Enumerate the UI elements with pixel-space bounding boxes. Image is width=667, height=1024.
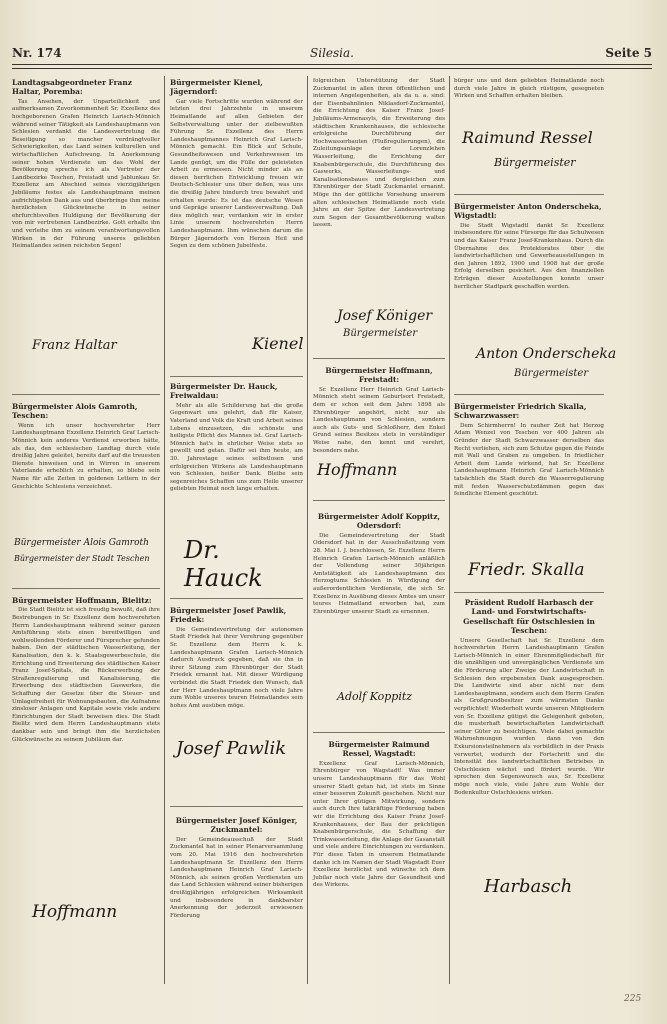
article-heading: Bürgermeister Hoffmann, Bielitz: xyxy=(12,596,152,605)
article xyxy=(313,512,445,639)
signature: Hoffmann xyxy=(317,460,398,479)
page-number: Seite 5 xyxy=(605,46,652,60)
article-heading: Bürgermeister Raimund Ressel, Wagstadt: xyxy=(328,740,430,759)
article xyxy=(454,78,604,110)
signature: Dr. Hauck xyxy=(184,536,263,592)
article-separator xyxy=(12,394,160,395)
article-text: Dem Schirmherrn! In rauher Zeit hat Herzog Adam Wenzel von Teschen vor 400 Jahren als Gründer der Stadt Schwarzwasser derselben das Recht verliehen, sich zum Schutze gegen die Feinde mit Wall und Graben zu umgeben. In friedlicher Arbeit dem Lande wirkend, hat Sr. Exzellenz Landeshauptmann Heinrich Graf Larisch-Mönnich tatsächlich die Stadt durch die Wasserregulierung mit festen Wasserschutzdämmen gegen das feindliche Element geschützt. xyxy=(454,422,604,498)
page-stamp: 225 xyxy=(624,994,642,1004)
article-heading: Bürgermeister Josef Pawlik, Friedek: xyxy=(170,606,287,625)
article-separator xyxy=(12,588,160,589)
article-separator xyxy=(313,500,445,501)
article-text: Die Stadt Wigstadtl dankt Sr. Exzellenz insbesondere für seine Fürsorge für das Schulwesen und das Kaiser Franz Josef-Krankenhaus. Durch die Übernahme des Protektorates über die landwirtschaftlichen und Gewerbeausstellungen in den Jahren 1892, 1900 und 1908 hat der große Erfolg derselben gesichert. Aus den finanziellen Erträgen dieser Ausstellungen konnte unser herrlicher Stadtpark geschaffen werden. xyxy=(454,222,604,290)
article-heading: Bürgermeister Dr. Hauck, Freiwaldau: xyxy=(170,382,278,401)
article-heading: Bürgermeister Anton Onderscheka, Wigstadtl: xyxy=(454,202,602,221)
signature: Josef Königer xyxy=(337,308,433,324)
article xyxy=(313,78,445,298)
article xyxy=(454,598,604,884)
signature: Franz Haltar xyxy=(32,338,117,353)
article-text: Die Gemeindevertretung der Stadt Odersdorf hat in der Ausschußsitzung vom 28. Mai l. J. beschlossen, Sr. Exzellenz Herrn Heinrich Grafen Larisch-Mönnich anläßlich der Vollendung seiner 30jährigen Amtstätigkeit als Landeshauptmann des Herzogtums Schlesien in Würdigung der außerordentlichen Verdienste, die sich Sr. Exzellenz in Ausübung dieses Amtes um unser teures Heimatland erworben hat, zum Ehrenbürger unserer Stadt zu ernennen. xyxy=(313,532,445,615)
page-header xyxy=(12,44,652,66)
article-text: Unsere Gesellschaft hat Sr. Exzellenz dem hochverehrten Herrn Landeshauptmann Grafen Larisch-Mönnich in einer Ehrenmitgliedschaft für die unzähligen und unvergänglichen Verdienste um die Förderung aller Zweige der Landwirtschaft in Schlesien den ergebensten Dank ausgesprochen. Die Landwirte sind aber nicht nur dem Landeshauptmann, sondern auch dem Herrn Grafen als Großgrundbesitzer zum wärmsten Danke verpflichtet! Wiederholt wurde unseren Mitgliedern von Sr. Exzellenz gütigst die Gelegenheit geboten, die musterhaft bewirtschafteten Landwirtschaft seiner Güter zu besichtigen. Viele dabei gemachte Wahrnehmungen wurden dann von den Exkursionsteilnehmern als vorbildlich in der Praxis verwertet, wodurch der Fortschritt und die Intensität des landwirtschaftlichen Betriebes in Ostschlesien wächst und fördert wurde. Wir sprechen den Segenswunsch aus, Sr. Exzellenz möge noch viele, viele Jahre zum Wohle der Bodenkultur Ostschlesiens wirken. xyxy=(454,637,604,796)
article-text: Gar viele Fortschritte wurden während der letzten drei Jahrzehnte in unserem Heimatlande auf allen Gebieten der Selbstverwaltung unter der zielbewußten Führung Sr. Exzellenz des Herrn Landeshauptmannes Heinrich Graf Larisch-Mönnich gemacht. Ein Blick auf Schule, Gesundheitswesen und Verkehrswesen im Lande genügt, um die Fülle der geleisteten Arbeit zu ermessen. Nicht minder als an diesen herrlichen Entwicklung freuen wir Deutsch-Schlesier uns über deßen, was uns die dreißig Jahre hindurch treu bewahrt und erhalten wurde: Es ist das deutsche Wesen und Gepräge unserer Landesverwaltung. Daß dies möglich war, verdanken wir in erster Linie unserem hochverehrten Herrn Landeshauptmann. Ihm wünschen darum die Bürger Jägerndorfs von Herzen Heil und Segen zu dem schönen Jubelfeste. xyxy=(170,98,303,250)
column-divider xyxy=(307,76,308,984)
article-text: bürger uns und dem geliebten Heimatlande noch durch viele Jahre in gleich rüstigem, gesegneten Wirken und Schaffen erhalten bleiben. xyxy=(454,78,604,100)
signature: Anton Onderscheka xyxy=(476,346,617,362)
article-text: Die Stadt Bielitz ist sich freudig bewußt, daß ihre Bestrebungen in Sr. Exzellenz dem hochverehrten Herrn Landeshauptmann während seiner ganzen Amtsführung stets einen bereitwilligen und wohlwollenden Förderer und Fürsprecher gefunden haben. Den der städtischen Wasserleitung, der Kanalisation, den k. k. Staatsgewerbeschule, die Errichtung und Erweiterung des städtischen Kaiser Franz Josef-Spitals, die Rückerwerbung der Straßenregulierung und Kanalisierung, die Erwerbung des städtischen Gaswerkes, die Schaffung der Gesetze über die Steuer- und Umlagefreiheit für Wohnungsbauten, die Aufnahme zinsloser Anlagen und Kapitale sowie viele andere Einrichtungen der Stadt beweisen dies. Die Stadt Bielitz wird dem Herrn Landeshauptmann stets dankbar sein und bringt ihm die herzlichsten Glückwünsche zu seinem Jubiläum dar. xyxy=(12,607,160,743)
article-text: Exzellenz Graf Larisch-Mönnich, Ehrenbürger von Wagstadt! Was immer unsere Landeshauptmann für das Wohl unserer Stadt getan hat, ist stets im Sinne einer besseren Zukunft geschehen. Nicht nur unter Ihrer gütigen Mitwirkung, sondern auch durch Ihre tatkräftige Förderung haben wir die Errichtung des Kaiser Franz Josef-Krankenhauses, der Bau der prächtigen Knabenbürgerschule, die Schaffung der Trinkwasserleitung, die Anlage der Gasanstalt und viele andere Einrichtungen zu verdanken. Für diese Taten in unserem Heimatlande danke ich im Namen der Stadt Wagstadt Euer Exzellenz herzlichst und wünsche ich dem Jubilar noch viele Jahre der Gesundheit und des Wirkens. xyxy=(313,760,445,889)
article-separator xyxy=(454,592,604,593)
article xyxy=(170,382,303,531)
article-separator xyxy=(313,732,445,733)
article-heading: Landtagsabgeordneter Franz Haltar, Poremba: xyxy=(12,78,132,97)
article xyxy=(12,78,160,327)
signature: Bürgermeister Alois Gamroth xyxy=(14,538,149,548)
article-separator xyxy=(170,806,303,807)
signature: Kienel xyxy=(252,334,304,353)
signature-subtitle: Bürgermeister xyxy=(343,328,418,339)
article-separator xyxy=(313,358,445,359)
signature: Raimund Ressel xyxy=(462,128,593,147)
article xyxy=(313,366,445,454)
article-text: Tas Ansehen, der Unparteilichkeit und aufmerksamen Zuvorkommenheit Sr. Exzellenz des hochgeborenen Grafen Heinrich Larisch-Mönnich während seiner Tätigkeit als Landeshauptmann von Schlesien verdankt die Landesvertretung die Beseitigung so mancher verdrängtvoller Schwierigkeiten, das Land seinen kulturellen und wirtschaftlichen Aufschwung. In Anerkennung seiner hohen Verdienste um das Wohl der Bevölkerung spreche ich als Vertreter der Landbezirke Teschen, Freistadt und Jablunkau Sr. Exzellenz am Abschied seines vierzigjährigen Jubiläums festes als Landeshauptmann meinen aufrichtigsten Dank aus und überbringe ihm meine herzlichsten Glückwünsche in seiner ehrfurchtsvollen Huldigung der Bevölkerung der von mir vertretenen Landbezirke. Gott erhalte ihn und verleihe ihm zu seinem verantwortungsvollen Wirken in der Führung unseres geliebten Heimatlandes seinen reichsten Segen! xyxy=(12,98,160,250)
article xyxy=(454,402,604,551)
signature: Hoffmann xyxy=(32,902,118,922)
signature-subtitle: Bürgermeister xyxy=(494,156,576,169)
signature: Adolf Koppitz xyxy=(337,690,413,703)
article-text: Mehr als alle Schilderung hat die große Gegenwart uns gelehrt, daß für Kaiser, Vaterland und Volk die Kraft und Arbeit seines Lebens einzusetzen, die schönste und heiligste Pflicht des Mannes ist. Graf Larisch-Mönnich hat's in ehrlicher Weise stets so gewollt und getan. Dafür sei ihm heute, am 30. Jahrestage seines selbstlosen und erfolgreichen Wirkens als Landeshauptmann von Schlesien, heißer Dank. Bleibe sein segenreiches Schaffen uns zum Heile unserer geliebten Heimat noch lange erhalten. xyxy=(170,402,303,493)
header-rule xyxy=(12,64,652,65)
article-heading: Bürgermeister Alois Gamroth, Teschen: xyxy=(12,402,138,421)
column-4 xyxy=(454,76,652,984)
article-heading: Bürgermeister Adolf Koppitz, Odersdorf: xyxy=(317,512,441,531)
article xyxy=(170,78,303,324)
article xyxy=(170,606,303,725)
article xyxy=(12,402,160,533)
column-1 xyxy=(12,76,160,984)
article-separator xyxy=(170,598,303,599)
article-heading: Bürgermeister Josef Königer, Zuckmantel: xyxy=(175,816,298,835)
article xyxy=(12,596,160,897)
column-divider xyxy=(449,76,450,984)
article xyxy=(170,816,303,957)
issue-number: Nr. 174 xyxy=(12,46,62,60)
signature-subtitle: Bürgermeister der Stadt Teschen xyxy=(14,554,150,563)
newspaper-title: Silesia. xyxy=(310,46,354,60)
article-separator xyxy=(454,394,604,395)
column-divider xyxy=(164,76,165,984)
article-text: Der Gemeindeausschuß der Stadt Zuckmantel hat in seiner Plenarversammlung vom 20. Mai 1916 den hochverehrten Landeshauptmann Sr. Exzellenz den Herrn Landeshauptmann Heinrich Graf Larisch-Mönnich, als seinen großen Verdiensten um das Land Schlesien während seiner bisherigen dreißigjährigen erfolgreichen Wirksamkeit und insbesondere in dankbarster Anerkennung der jederzeit erwiesenen Förderung xyxy=(170,836,303,919)
article-heading: Bürgermeister Hoffmann, Freistadt: xyxy=(325,366,433,385)
article-text: Wenn ich unser hochverehrter Herr Landeshauptmann Exzellenz Heinrich Graf Larisch-Mönnich kein anderes Verdienst erworben hätte, als das, den schlesischen Landtag durch viele dreißig Jahre geleitet, bereits darf auf die treuesten Dienste hinweisen und in Wirren in unserem Vaterlande erheblich zu erhalten, so bliebe sein Name für alle Zeiten in goldenen Lettern in der Geschichte Schlesiens verzeichnet. xyxy=(12,422,160,490)
signature: Harbasch xyxy=(484,876,573,897)
signature: Josef Pawlik xyxy=(176,738,287,759)
article xyxy=(454,202,604,319)
signature-subtitle: Bürgermeister xyxy=(514,368,589,379)
article-text: Sr. Exzellenz Herr Heinrich Graf Larisch-Mönnich steht seinem Geburtsort Freistadt, dem er schon seit dem Jahre 1898 als Ehrenbürger angehört, nicht nur als Landeshauptmann von Schlesien, sondern auch als Guts- und Schloßherr, den Enkel Grund seines Besitzes stets in verständiger Weise nahe, den kennt und verehrt, besonders nahe. xyxy=(313,386,445,454)
article-heading: Präsident Rudolf Harbasch der Land- und Forstwirtschafts-Gesellschaft für Ostschlesien in Teschen: xyxy=(463,598,595,636)
article-separator xyxy=(170,376,303,377)
article-heading: Bürgermeister Kienel, Jägerndorf: xyxy=(170,78,263,97)
signature: Friedr. Skalla xyxy=(468,560,585,580)
column-2 xyxy=(170,76,303,984)
header-rule-thin xyxy=(12,68,652,69)
article-text: folgreichen Unterstützung der Stadt Zuckmantel in allen ihren öffentlichen und internen Angelegenheiten, als da u. a. sind: der Eisenbahnlinien Niklasdorf-Zuckmantel, die Errichtung des Kaiser Franz Josef-Jubiläums-Armenasyls, die Erweiterung des städtischen Krankenhauses, die schlesische erfolgreiche Durchführung der Hochwasserbauten (Flußregulierungen), die Zuleitungsanlage der Lorenzlehen Wasserleitung, die Errichtung der Knabenbürgerschule, die Durchführung des Gaswerks, Wasserleitungs- und Kanalisationsbaues und dergleichen zum Ehrenbürger der Stadt Zuckmantel ernannt. Möge ihn der göttliche Vorsehung unserem alten schlesischen Heimatlande noch viele Jahre an der Spitze der Landesvertretung zum Segen der Gesamtbevölkerung walten lassen. xyxy=(313,78,445,229)
article xyxy=(313,740,445,981)
article-text: Die Gemeindevertretung der autonomen Stadt Friedek hat ihrer Verehrung gegenüber Sr. Exzellenz dem Herrn k. k. Landeshauptmann Grafen Larisch-Mönnich dadurch Ausdruck gegeben, daß sie ihn in ihrer Sitzung zum Ehrenbürger der Stadt Friedek ernannt hat. Mit dieser Würdigung verbindet die Stadt Friedek den Wunsch, daß der Herr Landeshauptmann noch viele Jahre zum Wohle unseres teuren Heimatlandes sein hohes Amt ausüben möge. xyxy=(170,626,303,709)
column-3 xyxy=(313,76,445,984)
article-separator xyxy=(454,194,604,195)
article-heading: Bürgermeister Friedrich Skalla, Schwarzwasser: xyxy=(454,402,587,421)
